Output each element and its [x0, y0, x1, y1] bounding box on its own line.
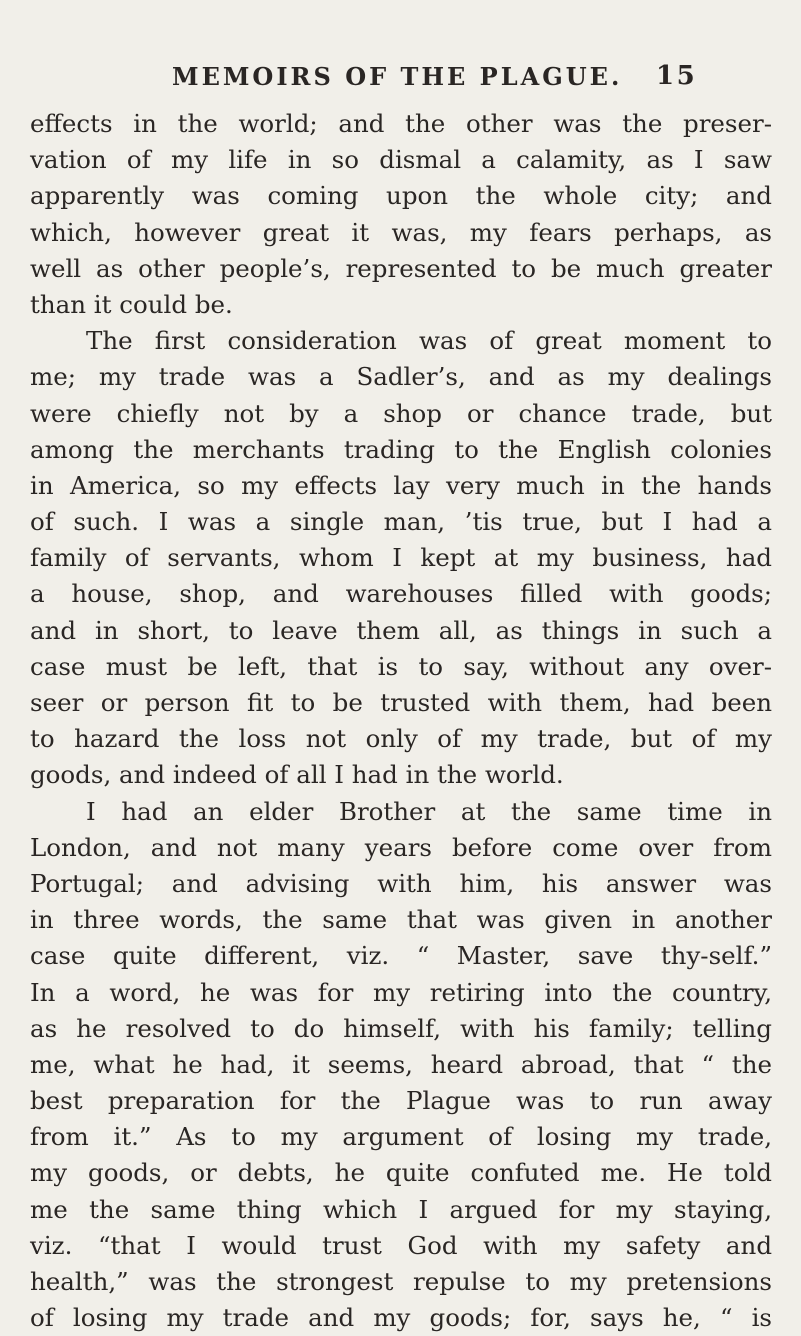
text-line: and in short, to leave them all, as things in such a: [30, 615, 772, 645]
text-line: than it could be.: [30, 289, 233, 319]
text-line: from it.” As to my argument of losing my trade,: [30, 1122, 772, 1152]
text-line: Portugal; and advising with him, his answer was: [30, 868, 772, 898]
text-line: me the same thing which I argued for my staying,: [30, 1194, 772, 1224]
text-line: well as other people’s, represented to be much greater: [30, 253, 772, 283]
text-line: London, and not many years before come over from: [30, 832, 772, 862]
page-number: 15: [656, 61, 698, 91]
paragraph-start: [30, 323, 772, 359]
running-header: [172, 61, 698, 91]
text-line: in America, so my effects lay very much in the hands: [30, 470, 772, 500]
text-line: viz. “that I would trust God with my safety and: [30, 1230, 772, 1260]
text-line: case must be left, that is to say, without any over-: [30, 651, 772, 681]
text-line: a house, shop, and warehouses filled with goods;: [30, 579, 772, 609]
text-line: which, however great it was, my fears perhaps, as: [30, 217, 772, 247]
text-line: me; my trade was a Sadler’s, and as my dealings: [30, 362, 772, 392]
paragraph-start: [30, 794, 772, 830]
text-line: best preparation for the Plague was to run away: [30, 1086, 772, 1116]
text-line: apparently was coming upon the whole city; and: [30, 181, 772, 211]
text-line: of such. I was a single man, ’tis true, but I had a: [30, 507, 772, 537]
text-line: my goods, or debts, he quite confuted me. He told: [30, 1158, 772, 1188]
text-line: among the merchants trading to the English colonies: [30, 434, 772, 464]
text-line: effects in the world; and the other was the preser-: [30, 109, 772, 138]
body-text: [30, 106, 772, 1336]
text-line: as he resolved to do himself, with his family; telling: [30, 1013, 772, 1043]
text-line: were chiefly not by a shop or chance trade, but: [30, 398, 772, 428]
text-line: of losing my trade and my goods; for, says he, “ is: [30, 1303, 772, 1333]
text-line: The first consideration was of great moment to: [86, 326, 772, 356]
text-line: health,” was the strongest repulse to my pretensions: [30, 1267, 772, 1296]
text-line: I had an elder Brother at the same time in: [86, 796, 772, 826]
text-line: to hazard the loss not only of my trade, but of my: [30, 724, 772, 754]
text-line: goods, and indeed of all I had in the world.: [30, 760, 564, 790]
text-line: vation of my life in so dismal a calamity, as I saw: [30, 145, 772, 175]
text-line: family of servants, whom I kept at my business, had: [30, 543, 772, 573]
text-line: seer or person fit to be trusted with them, had been: [30, 688, 772, 717]
running-title: MEMOIRS OF THE PLAGUE.: [172, 62, 623, 91]
text-line: In a word, he was for my retiring into the country,: [30, 977, 772, 1007]
text-line: case quite different, viz. “ Master, save thy-self.”: [30, 941, 772, 971]
text-line: me, what he had, it seems, heard abroad, that “ the: [30, 1049, 772, 1079]
text-line: in three words, the same that was given in another: [30, 905, 772, 935]
